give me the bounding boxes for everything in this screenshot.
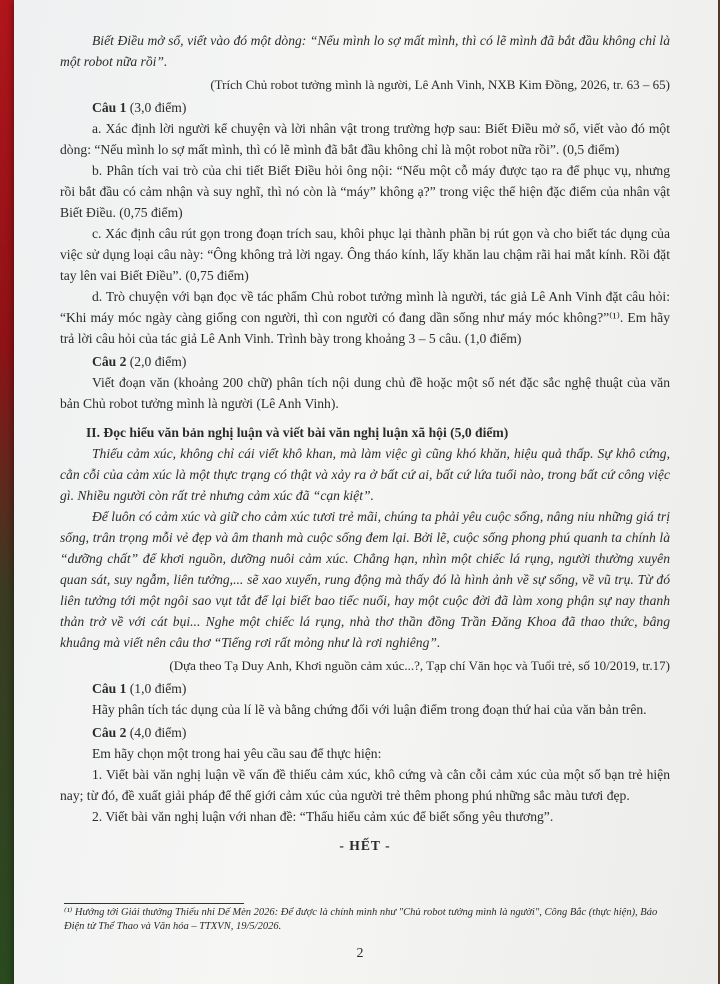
question-2-title: Câu 2 (92, 354, 127, 369)
question-2-text: Viết đoạn văn (khoảng 200 chữ) phân tích nội dung chủ đề hoặc một số nét đặc sắc nghệ thuật của văn bản Chủ robot tưởng mình là người (Lê Anh Vinh). (60, 375, 670, 411)
question-1a: a. Xác định lời người kể chuyện và lời nhân vật trong trường hợp sau: Biết Điều mở sổ, viết vào đó một dòng: “Nếu mình lo sợ mất mình, thì có lẽ mình đã bắt đầu không chỉ là một robot nữa rồi”. (0,5 điểm) (60, 121, 670, 157)
exam-content (60, 30, 670, 856)
footnote: ⁽¹⁾ Hướng tới Giải thưởng Thiếu nhi Dế Mèn 2026: Để được là chính mình như "Chủ robot tưởng mình là người", Công Bắc (thực hiện), Báo Điện tử Thể Thao và Văn hóa – TTXVN, 19/5/2026. (64, 907, 658, 932)
question-1-heading (60, 97, 670, 118)
question-1-title: Câu 1 (92, 100, 127, 115)
source-citation-2: (Dựa theo Tạ Duy Anh, Khơi nguồn cảm xúc...?, Tạp chí Văn học và Tuổi trẻ, số 10/2019, tr.17) (169, 658, 670, 673)
question-1d: d. Trò chuyện với bạn đọc về tác phẩm Chủ robot tưởng mình là người, tác giả Lê Anh Vinh đặt câu hỏi: “Khi máy móc ngày càng giống con người, thì con người có đang dần sống như máy móc không?”⁽¹⁾. Em hãy trả lời câu hỏi của tác giả Lê Anh Vinh. Trình bày trong khoảng 3 – 5 câu. (1,0 điểm) (60, 289, 670, 346)
section-2-question-2-heading (60, 722, 670, 743)
source-citation-1: (Trích Chủ robot tưởng mình là người, Lê Anh Vinh, NXB Kim Đồng, 2026, tr. 63 – 65) (210, 77, 670, 92)
reading-paragraph-1: Thiếu cảm xúc, không chỉ cái viết khô khan, mà làm việc gì cũng khó khăn, hiệu quả thấp. Sự khô cứng, cằn cỗi của cảm xúc là một thực trạng có thật và xảy ra ở bất cứ ai, bất cứ lứa tuổi nào, trong bất cứ công việc gì. Nhiều người còn rất trẻ nhưng cảm xúc đã “cạn kiệt”. (60, 446, 670, 503)
section-2-question-1-title: Câu 1 (92, 681, 127, 696)
question-2-points: (2,0 điểm) (129, 354, 187, 369)
question-2-heading (60, 351, 670, 372)
section-2-question-2-option-2: 2. Viết bài văn nghị luận với nhan đề: “Thấu hiểu cảm xúc để biết sống yêu thương”. (92, 809, 554, 824)
end-mark: - HẾT - (339, 838, 391, 853)
section-2-question-2-option-1: 1. Viết bài văn nghị luận về vấn đề thiếu cảm xúc, khô cứng và cằn cỗi cảm xúc của một số bạn trẻ hiện nay; từ đó, đề xuất giải pháp để thế giới cảm xúc của người trẻ thêm phong phú những sắc màu tươi đẹp. (60, 767, 670, 803)
quote-tail: Biết Điều mở sổ, viết vào đó một dòng: “Nếu mình lo sợ mất mình, thì có lẽ mình đã bắt đầu không chỉ là một robot nữa rồi”. (60, 33, 670, 69)
section-2-question-1-heading (60, 678, 670, 699)
question-1-points: (3,0 điểm) (129, 100, 187, 115)
section-2-question-2-title: Câu 2 (92, 725, 127, 740)
question-1b: b. Phân tích vai trò của chi tiết Biết Điều hỏi ông nội: “Nếu một cỗ máy được tạo ra để phục vụ, nhưng rồi bắt đầu có cảm nhận và suy nghĩ, thì nó còn là “máy” không ạ?” trong việc thể hiện đặc điểm của nhân vật Biết Điều. (0,75 điểm) (60, 163, 670, 220)
section-2-question-2-points: (4,0 điểm) (129, 725, 187, 740)
section-2-question-2-intro: Em hãy chọn một trong hai yêu cầu sau để thực hiện: (92, 746, 382, 761)
section-2-question-1-text: Hãy phân tích tác dụng của lí lẽ và bằng chứng đối với luận điểm trong đoạn thứ hai của văn bản trên. (92, 702, 647, 717)
section-2-heading: II. Đọc hiểu văn bản nghị luận và viết bài văn nghị luận xã hội (5,0 điểm) (86, 425, 509, 440)
question-1c: c. Xác định câu rút gọn trong đoạn trích sau, khôi phục lại thành phần bị rút gọn và cho biết tác dụng của việc sử dụng loại câu này: “Ông không trả lời ngay. Ông tháo kính, lấy khăn lau chậm rãi hai mắt kính. Rồi đặt tay lên vai Biết Điều”. (0,75 điểm) (60, 226, 670, 283)
page-number: 2 (356, 946, 364, 961)
reading-paragraph-2: Để luôn có cảm xúc và giữ cho cảm xúc tươi trẻ mãi, chúng ta phải yêu cuộc sống, nâng niu những giá trị sống, trân trọng mỗi vẻ đẹp và âm thanh mà cuộc sống đem lại. Bởi lẽ, cuộc sống phong phú quanh ta chính là “dưỡng chất” để khơi nguồn, dưỡng nuôi cảm xúc. Chẳng hạn, nhìn một chiếc lá rụng, người thường xuyên quan sát, suy ngẫm, liên tưởng,... sẽ xao xuyến, rung động mà thấy đó là hình ảnh về sự sống, về vũ trụ. Từ đó liên tưởng tới một ngôi sao vụt tắt để lại biết bao tiếc nuối, hay một cuộc đời đã làm xong phận sự nay thanh thản trở về với cát bụi... Nghe một chiếc lá rụng, nhà thơ thần đồng Trần Đăng Khoa đã thao thức, bâng khuâng mà viết nên câu thơ “Tiếng rơi rất mỏng như là rơi nghiêng”. (60, 509, 670, 650)
section-2-question-1-points: (1,0 điểm) (129, 681, 187, 696)
footnote-divider (64, 903, 244, 904)
